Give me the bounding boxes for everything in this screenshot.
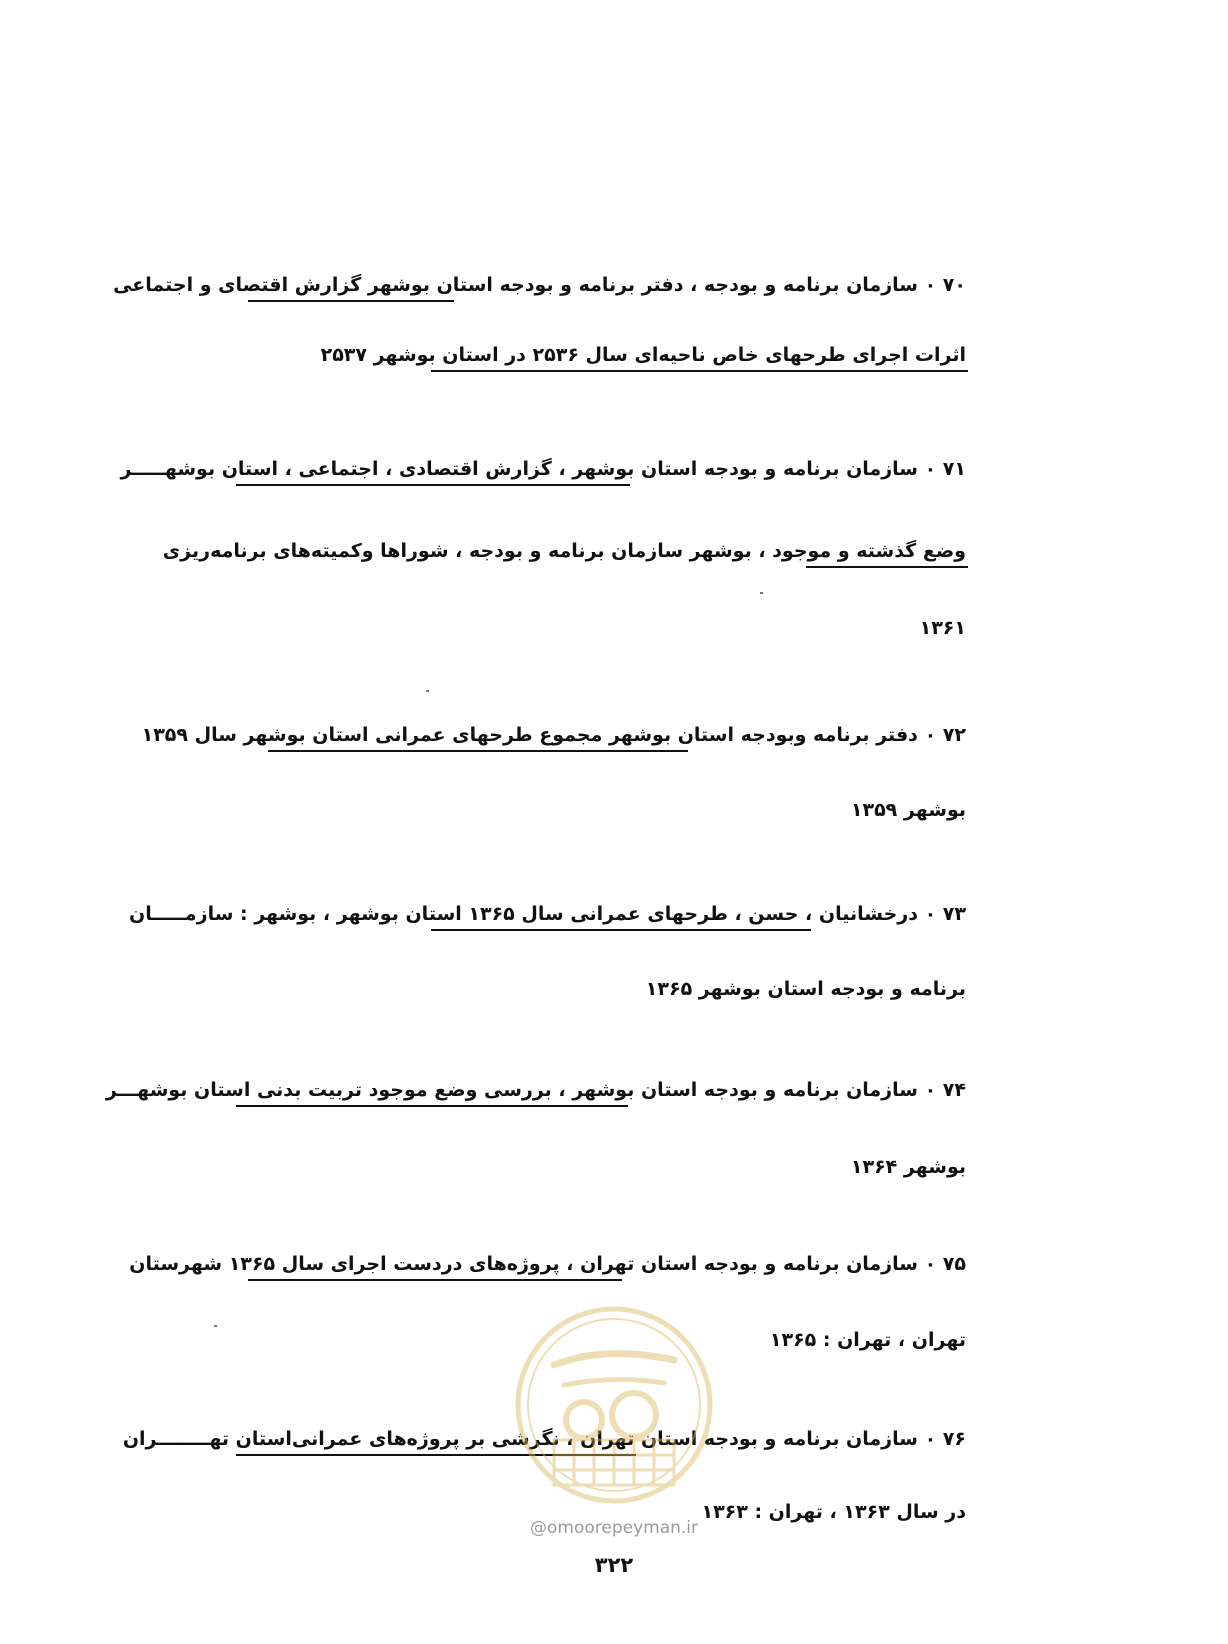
watermark-url: @omoorepeyman.ir <box>529 1518 699 1538</box>
entry-71-line-1: ۷۱ ۰ سازمان برنامه و بودجه استان بوشهر ، گزارش اقتصادی ، اجتماعی ، استان بوشهـــــر <box>120 458 966 480</box>
page-number: ۳۲۲ <box>594 1553 634 1577</box>
entry-70-line-1: ۷۰ ۰ سازمان برنامه و بودجه ، دفتر برنامه و بودجه استان بوشهر گزارش اقتصای و اجتماعی <box>113 274 966 296</box>
scan-speck <box>760 592 763 594</box>
scan-speck <box>426 690 429 692</box>
entry-74-line-2: بوشهر ۱۳۶۴ <box>850 1156 966 1178</box>
underline <box>431 929 811 931</box>
underline <box>236 1105 628 1107</box>
underline <box>806 566 968 568</box>
entry-71-line-3: ۱۳۶۱ <box>919 617 966 639</box>
entry-72-line-1: ۷۲ ۰ دفتر برنامه وبودجه استان بوشهر مجموع طرحهای عمرانی استان بوشهر سال ۱۳۵۹ <box>141 724 966 746</box>
underline <box>268 750 688 752</box>
entry-71-line-2: وضع گذشته و موجود ، بوشهر سازمان برنامه و بودجه ، شوراها وکمیته‌های برنامه‌ریزی <box>162 540 966 562</box>
entry-72-line-2: بوشهر ۱۳۵۹ <box>850 799 966 821</box>
entry-70-line-2: اثرات اجرای طرحهای خاص ناحیه‌ای سال ۲۵۳۶ در استان بوشهر ۲۵۳۷ <box>320 344 966 366</box>
entry-75-line-1: ۷۵ ۰ سازمان برنامه و بودجه استان تهران ، پروژه‌های دردست اجرای سال ۱۳۶۵ شهرستان <box>129 1253 966 1275</box>
scan-speck <box>214 1325 217 1327</box>
underline <box>236 484 630 486</box>
underline <box>431 370 968 372</box>
entry-73-line-1: ۷۳ ۰ درخشانیان ، حسن ، طرحهای عمرانی سال ۱۳۶۵ استان بوشهر ، بوشهر : سازمـــــان <box>129 903 966 925</box>
entry-75-line-2: تهران ، تهران : ۱۳۶۵ <box>769 1329 966 1351</box>
watermark-logo-icon <box>514 1305 714 1505</box>
entry-76-line-1: ۷۶ ۰ سازمان برنامه و بودجه استان تهران ، نگرشی بر پروژه‌های عمرانی‌استان تهــــــــران <box>122 1428 966 1450</box>
underline <box>248 300 454 302</box>
underline <box>248 1279 622 1281</box>
entry-73-line-2: برنامه و بودجه استان بوشهر ۱۳۶۵ <box>645 978 966 1000</box>
entry-74-line-1: ۷۴ ۰ سازمان برنامه و بودجه استان بوشهر ، بررسی وضع موجود تربیت بدنی استان بوشهـــر <box>105 1079 966 1101</box>
entry-76-line-2: در سال ۱۳۶۳ ، تهران : ۱۳۶۳ <box>701 1501 966 1523</box>
